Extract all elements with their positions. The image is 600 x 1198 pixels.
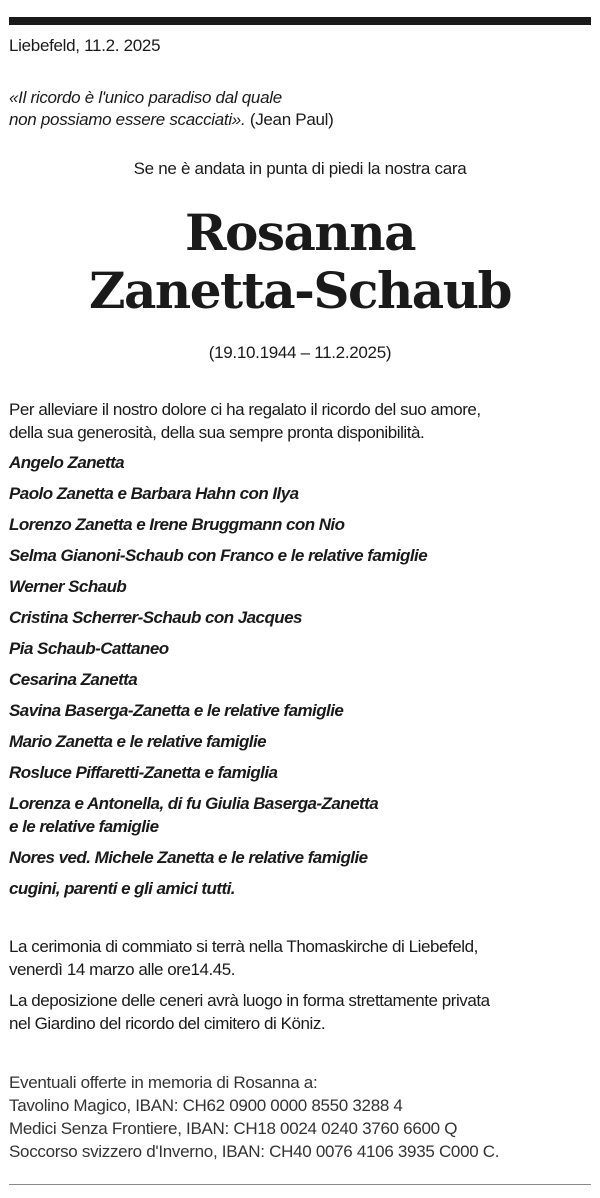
mourner-item: Lorenzo Zanetta e Irene Bruggmann con Nio <box>9 515 345 534</box>
mourner-item: Angelo Zanetta <box>9 453 125 472</box>
donations-info <box>9 1071 594 1163</box>
mourner-item: Nores ved. Michele Zanetta e le relative famiglie <box>9 848 368 867</box>
top-rule <box>9 17 591 25</box>
mourner-item-multiline <box>9 792 594 838</box>
intro-text: Se ne è andata in punta di piedi la nostra cara <box>133 159 467 178</box>
mourner-item: Pia Schaub-Cattaneo <box>9 639 169 658</box>
mourner-item: Savina Baserga-Zanetta e le relative famiglie <box>9 701 344 720</box>
quote-author: (Jean Paul) <box>249 110 334 129</box>
donations-intro: Eventuali offerte in memoria di Rosanna a: <box>9 1073 318 1092</box>
mourner-item: Cesarina Zanetta <box>9 670 138 689</box>
donation-entry: Soccorso svizzero d'Inverno, IBAN: CH40 0076 4106 3935 C000 C. <box>9 1142 500 1161</box>
ashes-line-1: La deposizione delle ceneri avrà luogo in forma strettamente privata <box>9 991 490 1010</box>
tribute-line-1: Per alleviare il nostro dolore ci ha regalato il ricordo del suo amore, <box>9 400 481 419</box>
tribute-text <box>9 398 594 444</box>
mourner-item: Werner Schaub <box>9 577 127 596</box>
donation-entry: Medici Senza Frontiere, IBAN: CH18 0024 0240 3760 6600 Q <box>9 1119 458 1138</box>
ashes-line-2: nel Giardino del ricordo del cimitero di Köniz. <box>9 1014 326 1033</box>
deceased-first-name: Rosanna <box>184 203 416 262</box>
deceased-name <box>0 204 600 320</box>
donation-entry: Tavolino Magico, IBAN: CH62 0900 0000 8550 3288 4 <box>9 1096 403 1115</box>
mourner-item: Paolo Zanetta e Barbara Hahn con Ilya <box>9 484 299 503</box>
ceremony-line-1: La cerimonia di commiato si terrà nella Thomaskirche di Liebefeld, <box>9 937 478 956</box>
mourners-list <box>9 451 594 908</box>
life-dates: (19.10.1944 – 11.2.2025) <box>208 343 392 362</box>
quote <box>9 87 569 131</box>
mourner-item: Cristina Scherrer-Schaub con Jacques <box>9 608 302 627</box>
quote-line-2-text: non possiamo essere scacciati». <box>9 110 246 129</box>
mourner-item: cugini, parenti e gli amici tutti. <box>9 879 235 898</box>
bottom-rule <box>9 1184 591 1185</box>
mourner-item: Mario Zanetta e le relative famiglie <box>9 732 267 751</box>
quote-line-2 <box>9 109 569 131</box>
tribute-line-2: della sua generosità, della sua sempre pronta disponibilità. <box>9 423 425 442</box>
ceremony-line-2: venerdì 14 marzo alle ore14.45. <box>9 960 236 979</box>
mourner-item: Rosluce Piffaretti-Zanetta e famiglia <box>9 763 278 782</box>
mourner-line-2: e le relative famiglie <box>9 817 159 836</box>
ashes-paragraph <box>9 989 594 1035</box>
mourner-item: Selma Gianoni-Schaub con Franco e le relative famiglie <box>9 546 428 565</box>
ceremony-paragraph <box>9 935 594 981</box>
mourner-line-1: Lorenza e Antonella, di fu Giulia Baserga-Zanetta <box>9 794 379 813</box>
place-date: Liebefeld, 11.2. 2025 <box>9 36 161 55</box>
quote-line-1: «Il ricordo è l'unico paradiso dal quale <box>9 88 282 107</box>
deceased-last-name: Zanetta-Schaub <box>88 261 512 320</box>
ceremony-info <box>9 935 594 1043</box>
